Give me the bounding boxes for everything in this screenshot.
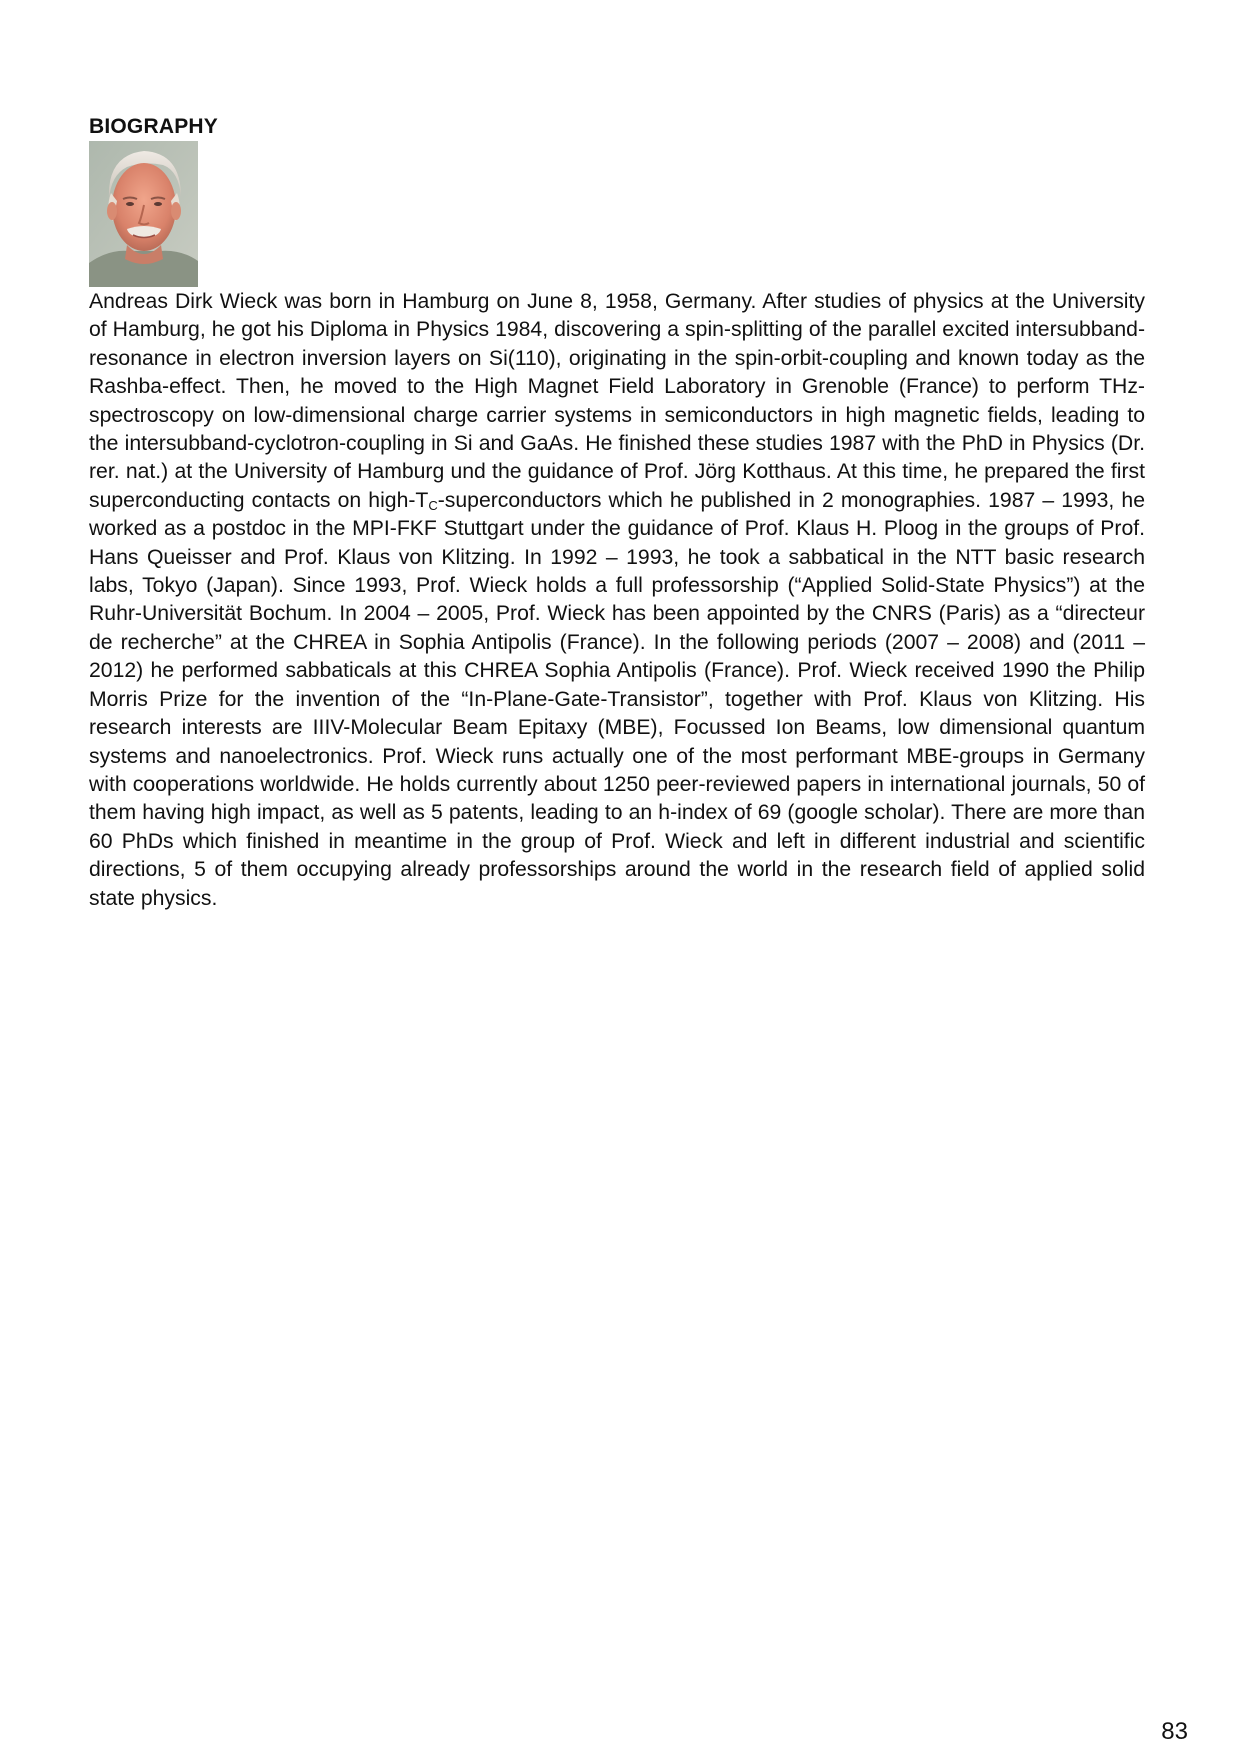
section-heading: BIOGRAPHY (89, 115, 218, 138)
portrait-photo (89, 141, 198, 287)
biography-text-part-2: -superconductors which he published in 2 monographies. 1987 – 1993, he worked as a postdoc in the MPI-FKF Stuttgart under the guidance of Prof. Klaus H. Ploog in the groups of Prof. Hans Queisser and Prof. Klaus von Klitzing. In 1992 – 1993, he took a sabbatical in the NTT basic research labs, Tokyo (Japan). Since 1993, Prof. Wieck holds a full professorship (“Applied Solid-State Physics”) at the Ruhr-Universität Bochum. In 2004 – 2005, Prof. Wieck has been appointed by the CNRS (Paris) as a “directeur de recherche” at the CHREA in Sophia Antipolis (France). In the following periods (2007 – 2008) and (2011 – 2012) he performed sabbaticals at this CHREA Sophia Antipolis (France). Prof. Wieck received 1990 the Philip Morris Prize for the invention of the “In-Plane-Gate-Transistor”, together with Prof. Klaus von Klitzing. His research interests are IIIV-Molecular Beam Epitaxy (MBE), Focussed Ion Beams, low dimensional quantum systems and nanoelectronics. Prof. Wieck runs actually one of the most performant MBE-groups in Germany with cooperations worldwide. He holds currently about 1250 peer-reviewed papers in international journals, 50 of them having high impact, as well as 5 patents, leading to an h-index of 69 (google scholar). There are more than 60 PhDs which finished in meantime in the group of Prof. Wieck and left in different industrial and scientific directions, 5 of them occupying already professorships around the world in the research field of applied solid state physics. (89, 488, 1145, 910)
subscript-c: C (428, 497, 438, 513)
biography-paragraph (89, 288, 1145, 913)
portrait-illustration (89, 141, 198, 287)
biography-text-part-1: Andreas Dirk Wieck was born in Hamburg on June 8, 1958, Germany. After studies of physics at the University of Hamburg, he got his Diploma in Physics 1984, discovering a spin-splitting of the parallel excited intersubband-resonance in electron inversion layers on Si(110), originating in the spin-orbit-coupling and known today as the Rashba-effect. Then, he moved to the High Magnet Field Laboratory in Grenoble (France) to perform THz-spectroscopy on low-dimensional charge carrier systems in semiconductors in high magnetic fields, leading to the intersubband-cyclotron-coupling in Si and GaAs. He finished these studies 1987 with the PhD in Physics (Dr. rer. nat.) at the University of Hamburg und the guidance of Prof. Jörg Kotthaus. At this time, he prepared the first superconducting contacts on high-T (89, 290, 1145, 512)
page-number: 83 (1161, 1718, 1188, 1745)
